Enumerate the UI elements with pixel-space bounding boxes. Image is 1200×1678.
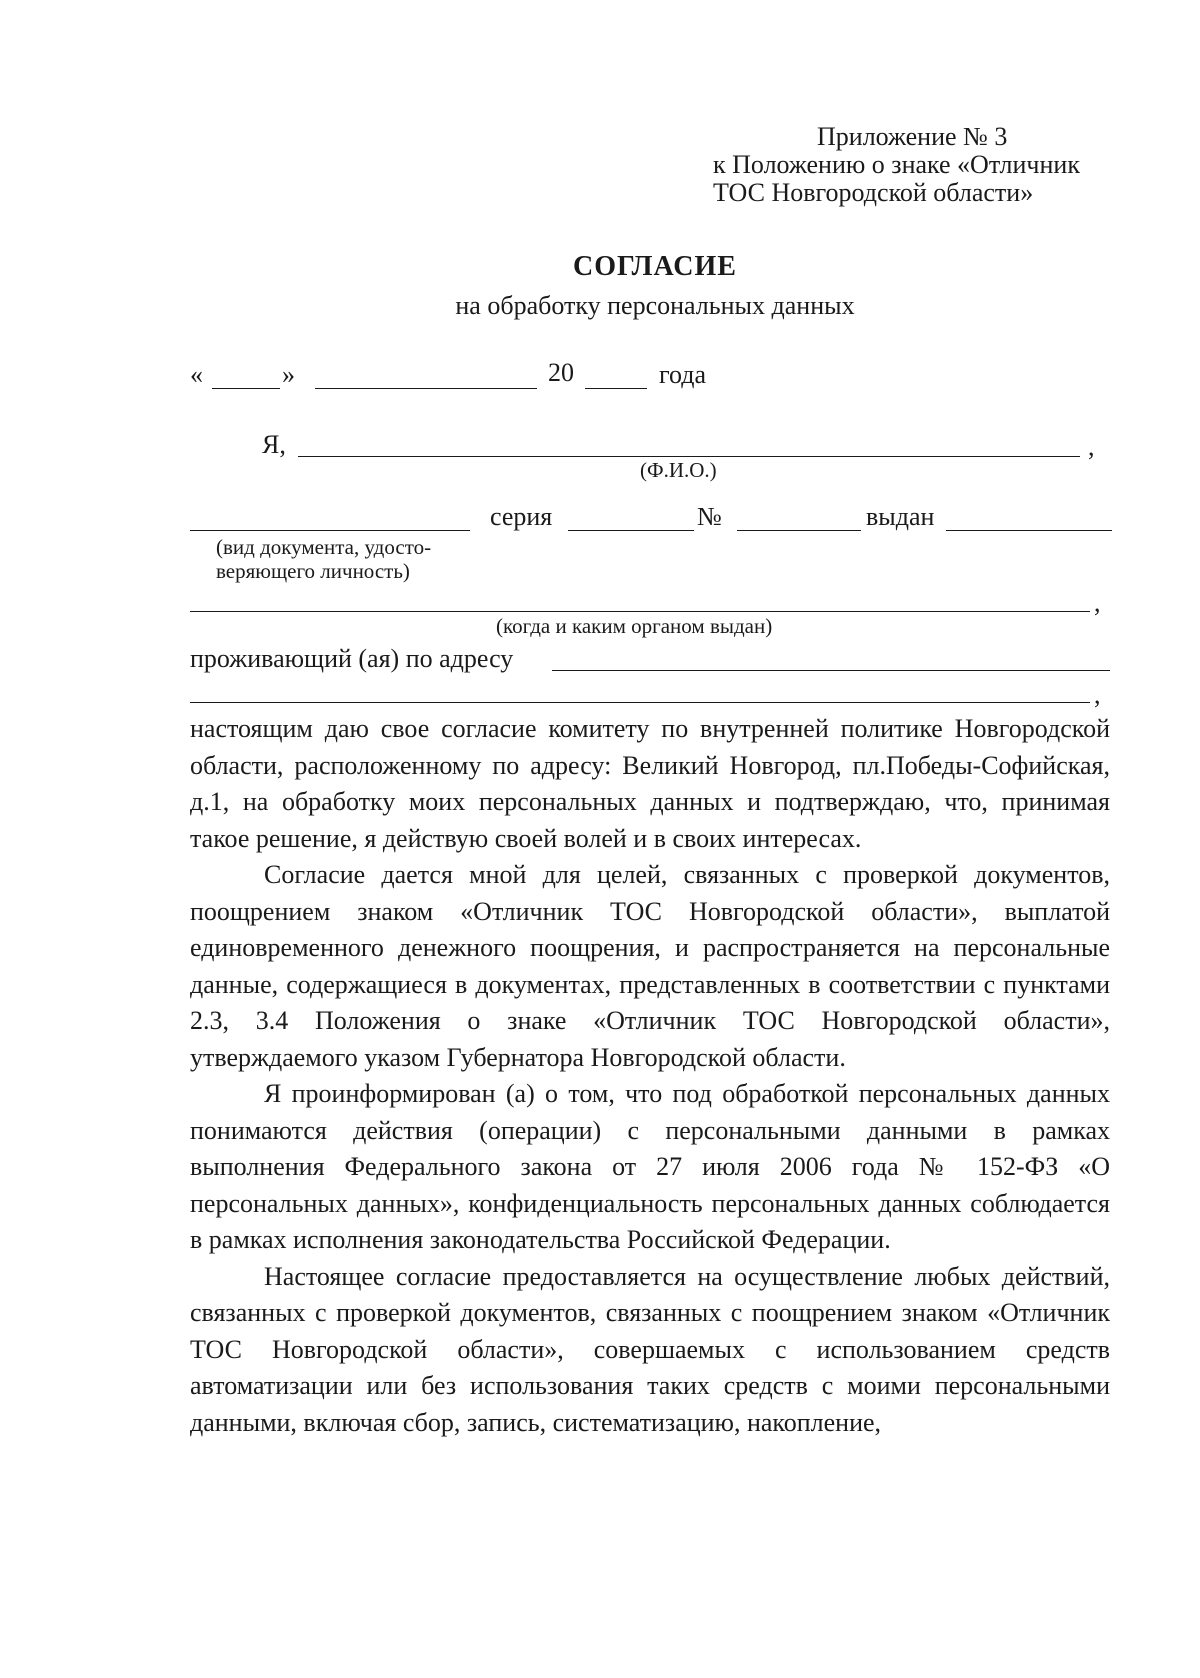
paragraph-consent-grant: настоящим даю свое согласие комитету по внутренней политике Новгородской области, расположенному по адресу: Великий Новгород, пл.Победы-Софийская, д.1, на обработку моих персональных данных и подтверждаю, что, принимая такое решение, я действую своей волей и в своих интересах. (190, 714, 1110, 853)
date-close-quote: » (282, 360, 295, 389)
consent-body (190, 711, 1110, 1441)
date-day-blank[interactable] (212, 388, 280, 389)
address-blank-1[interactable] (552, 670, 1110, 671)
fio-comma: , (1088, 432, 1095, 461)
fio-blank[interactable] (298, 456, 1080, 457)
date-month-blank[interactable] (315, 388, 537, 389)
issued-blank[interactable] (946, 530, 1112, 531)
date-year-blank[interactable] (585, 388, 647, 389)
paragraph-purpose: Согласие дается мной для целей, связанных с проверкой документов, поощрением знаком «Отличник ТОС Новгородской области», выплатой единовременного денежного поощрения, и распространяется на персональные данные, содержащиеся в документах, представленных в соответствии с пунктами 2.3, 3.4 Положения о знаке «Отличник ТОС Новгородской области», утверждаемого указом Губернатора Новгородской области. (190, 860, 1110, 1072)
paragraph-informed: Я проинформирован (а) о том, что под обработкой персональных данных понимаются действия (операции) с персональными данными в рамках выполнения Федерального закона от 27 июля 2006 года № 152-ФЗ «О персональных данных», конфиденциальность персональных данных соблюдается в рамках исполнения законодательства Российской Федерации. (190, 1079, 1110, 1254)
document-title: СОГЛАСИЕ (573, 251, 737, 282)
document-type-blank[interactable] (190, 530, 470, 531)
appendix-number: Приложение № 3 (817, 122, 1008, 151)
document-caption-line-1: (вид документа, удосто- (216, 535, 432, 559)
issued-by-comma: , (1094, 588, 1101, 617)
series-label: серия (490, 502, 553, 531)
appendix-reference-line-1: к Положению о знаке «Отличник (713, 150, 1080, 179)
series-blank[interactable] (568, 530, 694, 531)
address-blank-2[interactable] (190, 702, 1090, 703)
title-block (0, 250, 1200, 322)
person-prefix: Я, (262, 430, 286, 459)
number-sign: № (697, 502, 722, 531)
date-century: 20 (548, 358, 574, 387)
address-label: проживающий (ая) по адресу (190, 644, 514, 673)
issued-label: выдан (866, 502, 935, 531)
date-open-quote: « (190, 360, 203, 389)
document-caption-line-2: веряющего личность) (216, 559, 410, 583)
document-number-blank[interactable] (737, 530, 861, 531)
appendix-header (713, 123, 1133, 207)
date-year-word: года (659, 360, 707, 389)
issued-by-caption: (когда и каким органом выдан) (496, 614, 773, 638)
document-subtitle: на обработку персональных данных (455, 291, 855, 320)
address-comma: , (1094, 680, 1101, 709)
appendix-reference-line-2: ТОС Новгородской области» (713, 178, 1034, 207)
issued-by-blank[interactable] (190, 611, 1090, 612)
paragraph-actions: Настоящее согласие предоставляется на осуществление любых действий, связанных с проверкой документов, связанных с поощрением знаком «Отличник ТОС Новгородской области», совершаемых с использованием средств автоматизации или без использования таких средств с моими персональными данными, включая сбор, запись, систематизацию, накопление, (190, 1261, 1110, 1437)
fio-caption: (Ф.И.О.) (640, 458, 717, 482)
